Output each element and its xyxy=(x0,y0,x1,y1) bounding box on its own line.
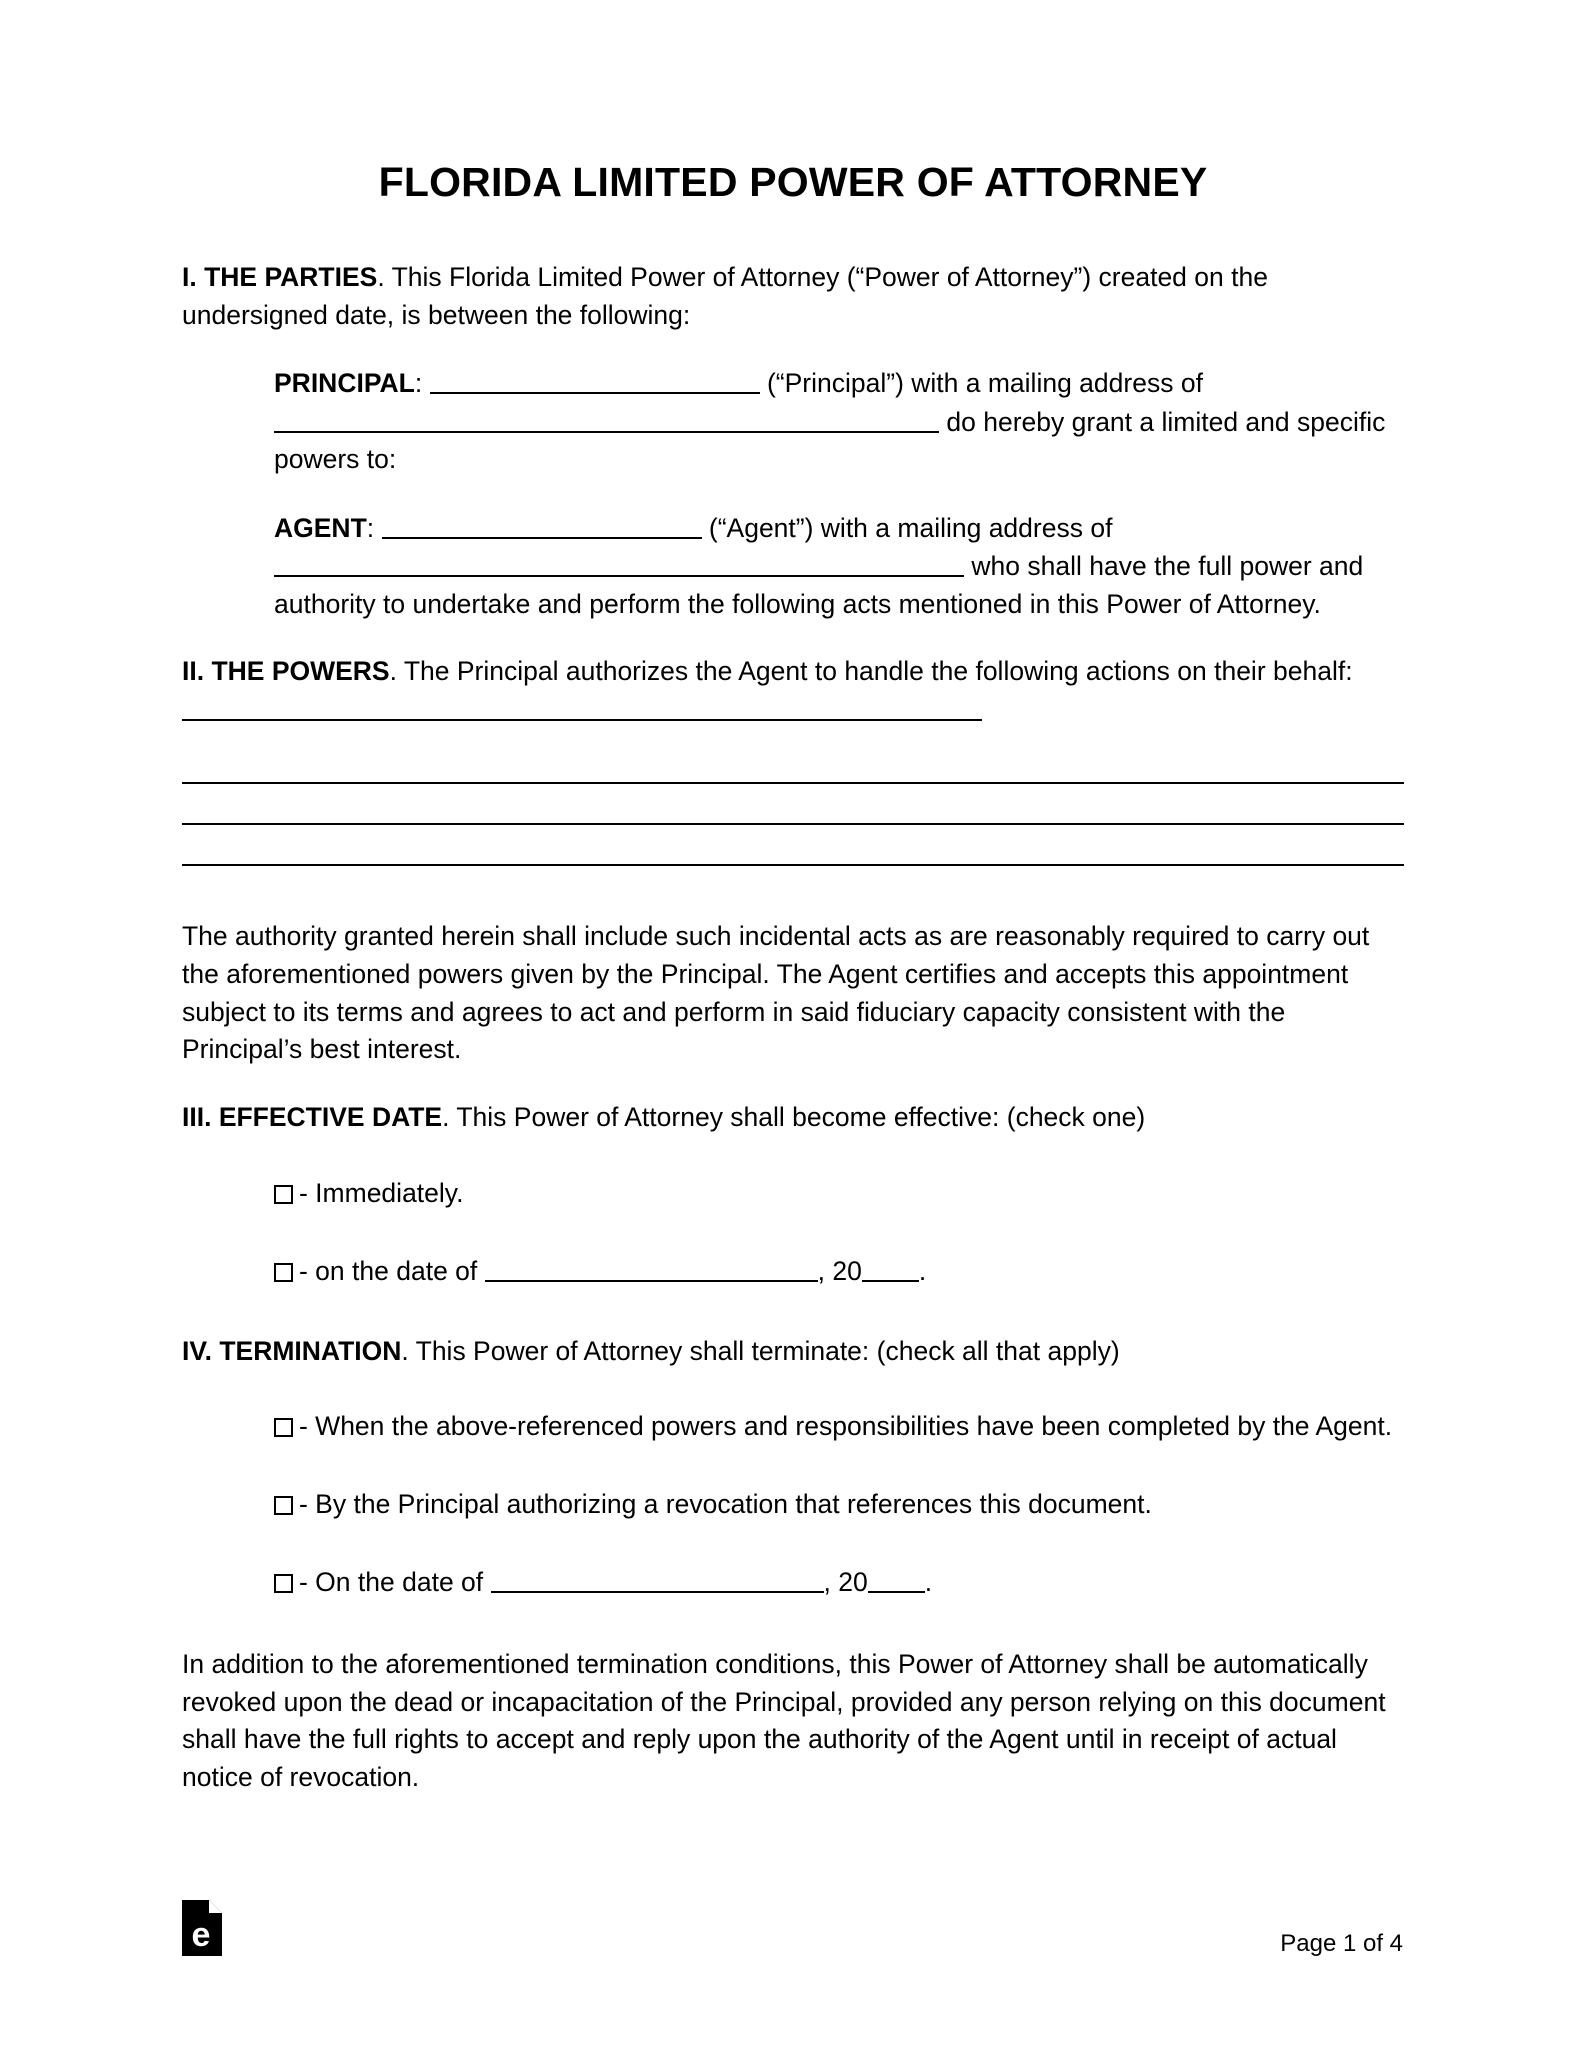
section-powers-intro-text: . The Principal authorizes the Agent to handle the following actions on their behalf: xyxy=(389,656,1353,687)
termination-date-year-field[interactable] xyxy=(868,1563,925,1593)
agent-colon: : xyxy=(366,512,375,543)
agent-after-name-text: (“Agent”) with a mailing address of xyxy=(708,512,1113,543)
checkbox-label-immediately: - Immediately. xyxy=(299,1177,464,1208)
checkbox-label-completed: - When the above-referenced powers and responsibilities have been completed by the Agent. xyxy=(299,1411,1393,1442)
closing-paragraph: In addition to the aforementioned termination conditions, this Power of Attorney shall be automatically revoked upon the dead or incapacitation of the Principal, provided any person relying on this document shall have the full rights to accept and reply upon the authority of the Agent until in receipt of actual notice of revocation. xyxy=(182,1648,1386,1792)
effective-date-year-prefix: , 20 xyxy=(817,1255,862,1286)
principal-block xyxy=(274,364,1404,479)
checkbox-icon[interactable] xyxy=(274,1263,293,1282)
checkbox-icon[interactable] xyxy=(274,1418,293,1437)
section-effective-date-intro-text: . This Power of Attorney shall become effective: (check one) xyxy=(442,1101,1146,1132)
principal-address-field[interactable] xyxy=(274,403,939,433)
spacer xyxy=(182,866,1404,884)
agent-tail-text: the full power and authority to undertake and perform the following acts mentioned in this Power of Attorney. xyxy=(274,551,1364,619)
agent-after-address-text: who shall have xyxy=(971,551,1147,582)
effective-date-field[interactable] xyxy=(485,1252,818,1282)
checkbox-label-termination-on-date: - On the date of xyxy=(299,1567,484,1598)
checkbox-label-revocation: - By the Principal authorizing a revocation that references this document. xyxy=(299,1488,1152,1519)
checkbox-label-effective-on-date: - on the date of xyxy=(299,1255,478,1286)
agent-address-field[interactable] xyxy=(274,547,964,577)
page-number: Page 1 of 4 xyxy=(1280,1930,1403,1957)
agent-label: AGENT xyxy=(274,512,367,543)
termination-date-year-prefix: , 20 xyxy=(823,1567,868,1598)
powers-field-lines xyxy=(182,743,1404,866)
section-powers-intro xyxy=(182,653,1404,729)
principal-colon: : xyxy=(414,368,423,399)
powers-field-line-4[interactable] xyxy=(182,825,1404,866)
checkbox-icon[interactable] xyxy=(274,1496,293,1515)
principal-after-name-text: (“Principal”) with a mailing address xyxy=(766,368,1174,399)
svg-text:e: e xyxy=(191,1916,211,1954)
section-parties-intro-text: . This Florida Limited Power of Attorney (“Power of Attorney”) created on the undersigned date, is between the following: xyxy=(182,262,1268,330)
principal-of-text: of xyxy=(1180,368,1203,399)
effective-date-period: . xyxy=(918,1255,927,1286)
checkbox-row-completed[interactable] xyxy=(274,1408,1404,1446)
section-effective-date-heading: III. EFFECTIVE DATE xyxy=(182,1101,443,1132)
principal-tail-text: grant a limited and specific powers to: xyxy=(274,406,1386,475)
termination-date-field[interactable] xyxy=(491,1563,824,1593)
eforms-logo-icon xyxy=(182,1900,222,1956)
section-termination-intro xyxy=(182,1333,1404,1371)
section-effective-date-intro xyxy=(182,1099,1404,1137)
checkbox-icon[interactable] xyxy=(274,1185,293,1204)
page-footer xyxy=(182,1900,1403,1960)
powers-field-line-3[interactable] xyxy=(182,784,1404,825)
powers-field-line-2[interactable] xyxy=(182,743,1404,784)
checkbox-row-termination-on-date[interactable] xyxy=(274,1563,1404,1601)
effective-date-year-field[interactable] xyxy=(862,1252,919,1282)
termination-date-period: . xyxy=(924,1567,933,1598)
page-title: FLORIDA LIMITED POWER OF ATTORNEY xyxy=(378,159,1208,205)
agent-block xyxy=(274,509,1404,624)
section-termination-heading: IV. TERMINATION xyxy=(182,1335,402,1366)
section-termination-intro-text: . This Power of Attorney shall terminate: (check all that apply) xyxy=(401,1335,1120,1366)
checkbox-row-revocation[interactable] xyxy=(274,1486,1404,1524)
section-parties-heading: I. THE PARTIES xyxy=(182,262,378,293)
checkbox-row-immediately[interactable] xyxy=(274,1175,1404,1213)
checkbox-row-effective-on-date[interactable] xyxy=(274,1252,1404,1290)
agent-name-field[interactable] xyxy=(382,509,702,539)
authority-paragraph: The authority granted herein shall include such incidental acts as are reasonably required to carry out the aforementioned powers given by the Principal. The Agent certifies and accepts this appointment subject to its terms and agrees to act and perform in said fiduciary capacity consistent with the Principal’s best interest. xyxy=(182,921,1370,1065)
section-parties-intro xyxy=(182,259,1404,334)
principal-label: PRINCIPAL xyxy=(274,368,415,399)
checkbox-icon[interactable] xyxy=(274,1574,293,1593)
document-body xyxy=(182,160,1404,1826)
principal-name-field[interactable] xyxy=(430,364,760,394)
principal-after-address-text: do hereby xyxy=(946,406,1065,437)
section-powers-heading: II. THE POWERS xyxy=(182,656,390,687)
powers-field-line-1[interactable] xyxy=(182,691,982,721)
